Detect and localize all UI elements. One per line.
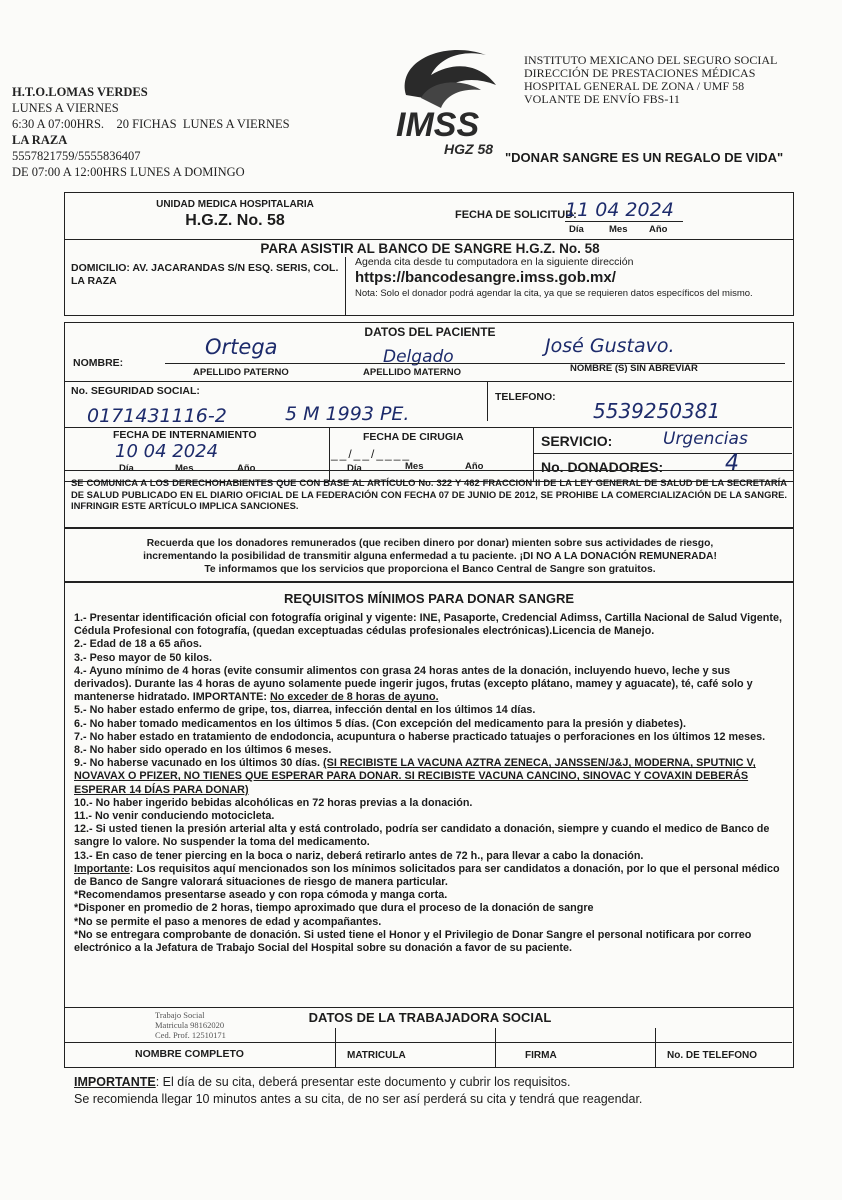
requirement-4-underlined: No exceder de 8 horas de ayuno.	[269, 691, 439, 704]
footer-line-1	[74, 1074, 790, 1091]
paternal-surname-value: Ortega	[205, 335, 278, 359]
admission-date-value: 10 04 2024	[115, 441, 219, 462]
requirement-9	[74, 757, 790, 797]
form-code: VOLANTE DE ENVÍO FBS-11	[524, 92, 680, 106]
sw-phone-label: No. DE TELEFONO	[667, 1050, 757, 1061]
social-worker-stamp	[155, 1010, 226, 1040]
stamp-line-3: Ced. Prof. 12510171	[155, 1030, 226, 1040]
direction-name: DIRECCIÓN DE PRESTACIONES MÉDICAS	[524, 66, 756, 80]
unit-label: UNIDAD MEDICA HOSPITALARIA	[156, 199, 314, 210]
blood-bank-title: PARA ASISTIR AL BANCO DE SANGRE H.G.Z. No. 58	[260, 241, 600, 256]
given-names-value: José Gustavo.	[545, 335, 675, 357]
suggestion-2: *Disponer en promedio de 2 horas, tiempo aproximado que dura el proceso de la donación de sangre	[74, 902, 594, 915]
request-date-label: FECHA DE SOLICITUD:	[455, 209, 577, 221]
footer-note	[74, 1074, 790, 1108]
surgery-month-label: Mes	[405, 461, 424, 472]
requirement-4	[74, 665, 790, 705]
hto-hours: 6:30 A 07:00HRS. 20 FICHAS LUNES A VIERNES	[12, 117, 290, 131]
schedule-url[interactable]: https://bancodesangre.imss.gob.mx/	[355, 269, 616, 286]
legal-text: SE COMUNICA A LOS DERECHOHABIENTES QUE CON BASE AL ARTÍCULO No. 322 Y 462 FRACCION II DE LA LEY GENERAL DE SALUD DE LA SECRETARÍA DE SALUD PUBLICADO EN EL DIARIO OFICIAL DE LA FEDERACIÓN CON FECHA 07 DE JUNIO DE 2012, SE PROHIBE LA COMERCIALIZACIÓN DE LA SANGRE. INFRINGIR ESTE ARTÍCULO IMPLICA SANCIONES.	[71, 477, 787, 511]
requirement-5: 5.- No haber estado enfermo de gripe, tos, diarrea, infección dental en los últimos 14 días.	[74, 704, 536, 717]
service-label: SERVICIO:	[541, 433, 613, 449]
nss-value: 0171431116-2	[87, 405, 227, 427]
requirement-3: 3.- Peso mayor de 50 kilos.	[74, 651, 213, 664]
surgery-date-label: FECHA DE CIRUGIA	[363, 431, 464, 443]
unit-box	[64, 192, 794, 240]
maternal-surname-value: Delgado	[383, 347, 454, 367]
schedule-instruction: Agenda cita desde tu computadora en la siguiente dirección	[355, 256, 634, 268]
requirements-list	[74, 612, 790, 955]
notice-line-1: Recuerda que los donadores remunerados (que reciben dinero por donar) mienten sobre sus actividades de riesgo,	[146, 538, 714, 549]
slogan: "DONAR SANGRE ES UN REGALO DE VIDA"	[505, 150, 784, 165]
notice-box	[64, 528, 794, 582]
requirement-7: 7.- No haber estado en tratamiento de endodoncia, acupuntura o haberse practicado tatuajes o perforaciones en los últimos 12 meses.	[74, 730, 766, 743]
request-month-label: Mes	[609, 224, 628, 235]
request-year-label: Año	[649, 224, 668, 235]
paternal-surname-label: APELLIDO PATERNO	[193, 367, 289, 378]
donors-value: 4	[725, 451, 739, 476]
sw-signature-label: FIRMA	[525, 1050, 557, 1061]
legal-box	[64, 470, 794, 528]
important-note	[74, 863, 790, 889]
footer-line-2: Se recomienda llegar 10 minutos antes a su cita, de no ser así perderá su cita y tendrá que reagendar.	[74, 1092, 643, 1106]
raza-hours: DE 07:00 A 12:00HRS LUNES A DOMINGO	[12, 165, 245, 179]
requirements-title: REQUISITOS MÍNIMOS PARA DONAR SANGRE	[283, 591, 575, 606]
hto-days: LUNES A VIERNES	[12, 101, 119, 115]
sw-id-label: MATRICULA	[347, 1050, 406, 1061]
requirement-9-underlined: (SI RECIBISTE LA VACUNA AZTRA ZENECA, JANSSEN/J&J, MODERNA, SPUTNIC V, NOVAVAX O PFIZER, NO TIENES QUE ESPERAR PARA DONAR. SI RECIBISTE VACUNA CANCINO, SINOVAC Y COVAXIN DEBERÁS ESPERAR 14 DÍAS PARA DONAR)	[74, 757, 756, 796]
sw-name-label: NOMBRE COMPLETO	[135, 1048, 244, 1060]
requirement-4-text: 4.- Ayuno mínimo de 4 horas (evite consumir alimentos con grasa 24 horas antes de la donación, incluyendo huevo, leche y sus derivados). Durante las 4 horas de ayuno solamente puede ingerir jugos, frutas (excepto plátano, mamey y aguacate), té, café solo y mantenerse hidratado. IMPORTANTE:	[74, 664, 753, 704]
blood-bank-box	[64, 240, 794, 316]
important-note-text: : Los requisitos aquí mencionados son los mínimos solicitados para ser candidatos a donación, por lo que el personal médico de Banco de Sangre valorará situaciones de riesgo de manera particular.	[74, 862, 780, 889]
suggestion-1: *Recomendamos presentarse aseado y con ropa cómoda y manga corta.	[74, 889, 448, 902]
requirement-9-text: 9.- No haberse vacunado en los últimos 30 días.	[74, 757, 324, 770]
given-names-label: NOMBRE (S) SIN ABREVIAR	[570, 363, 698, 374]
request-day-label: Día	[569, 224, 584, 235]
institute-name: INSTITUTO MEXICANO DEL SEGURO SOCIAL	[524, 53, 778, 67]
notice-text	[65, 537, 795, 576]
patient-title: DATOS DEL PACIENTE	[364, 325, 496, 339]
notice-line-3: Te informamos que los servicios que proporciona el Banco Central de Sangre son gratuitos.	[204, 564, 656, 575]
hospital-name: HOSPITAL GENERAL DE ZONA / UMF 58	[524, 79, 745, 93]
admission-date-label: FECHA DE INTERNAMIENTO	[113, 429, 257, 441]
header-left-info	[12, 84, 290, 180]
requirement-13: 13.- En caso de tener piercing en la boca o nariz, deberá retirarlo antes de 72 h., para llevar a cabo la donación.	[74, 849, 644, 862]
unit-name: H.G.Z. No. 58	[185, 212, 285, 229]
surgery-year-label: Año	[465, 461, 484, 472]
requirement-11: 11.- No venir conduciendo motocicleta.	[74, 810, 275, 823]
requirement-12: 12.- Si usted tienen la presión arterial alta y está controlado, podría ser candidato a donación, siempre y cuando el medico de Banco de sangre lo valore. No suspender la toma del medicamento.	[74, 823, 770, 849]
nss-extra-value: 5 M 1993 PE.	[285, 403, 410, 425]
request-date-value: 11 04 2024	[565, 199, 674, 221]
surgery-day-label: Día	[347, 463, 362, 474]
admission-day-label: Día	[119, 463, 134, 474]
phone-value: 5539250381	[593, 399, 721, 423]
donors-label: No. DONADORES:	[541, 459, 664, 475]
requirement-8: 8.- No haber sido operado en los últimos 6 meses.	[74, 744, 332, 757]
logo-text: IMSS	[396, 106, 480, 144]
notice-line-2: incrementando la posibilidad de transmitir alguna enfermedad a tu paciente. ¡DI NO A LA DONACIÓN REMUNERADA!	[143, 551, 717, 562]
important-note-label: Importante	[74, 862, 130, 875]
nss-label: No. SEGURIDAD SOCIAL:	[71, 385, 200, 397]
stamp-line-2: Matricula 98162020	[155, 1020, 225, 1030]
surgery-date-value: __/__/____	[331, 447, 412, 461]
imss-logo	[386, 40, 506, 158]
maternal-surname-label: APELLIDO MATERNO	[363, 367, 461, 378]
social-worker-box	[64, 1008, 794, 1068]
phone-label: TELEFONO:	[495, 391, 556, 403]
requirement-6: 6.- No haber tomado medicamentos en los últimos 5 días. (Con excepción del medicamento para la presión y diabetes).	[74, 717, 686, 730]
footer-line-1-text: : El día de su cita, deberá presentar este documento y cubrir los requisitos.	[155, 1075, 571, 1089]
blood-bank-address: DOMICILIO: AV. JACARANDAS S/N ESQ. SERIS, COL. LA RAZA	[71, 262, 339, 287]
requirement-2: 2.- Edad de 18 a 65 años.	[74, 638, 202, 651]
hto-title: H.T.O.LOMAS VERDES	[12, 85, 148, 99]
social-worker-title: DATOS DE LA TRABAJADORA SOCIAL	[308, 1010, 552, 1025]
schedule-note: Nota: Solo el donador podrá agendar la cita, ya que se requieren datos específicos del mismo.	[355, 288, 753, 299]
name-label: NOMBRE:	[73, 357, 124, 369]
raza-phones: 5557821759/5555836407	[12, 149, 141, 163]
logo-subtext: HGZ 58	[444, 141, 494, 157]
header-right-info	[524, 54, 777, 106]
admission-month-label: Mes	[175, 463, 194, 474]
requirement-10: 10.- No haber ingerido bebidas alcohólicas en 72 horas previas a la donación.	[74, 796, 473, 809]
stamp-line-1: Trabajo Social	[155, 1010, 205, 1020]
suggestion-4: *No se entregara comprobante de donación. Si usted tiene el Honor y el Privilegio de Donar Sangre el personal notificara por correo electrónico a la Jefatura de Trabajo Social del Hospital sobre su donación a favor de su paciente.	[74, 928, 752, 955]
service-value: Urgencias	[663, 429, 748, 449]
admission-year-label: Año	[237, 463, 256, 474]
suggestion-3: *No se permite el paso a menores de edad y acompañantes.	[74, 915, 382, 928]
footer-important-label: IMPORTANTE	[74, 1075, 156, 1089]
requirement-1: 1.- Presentar identificación oficial con fotografía original y vigente: INE, Pasaporte, Credencial Adimss, Cartilla Nacional de Salud Vigente, Cédula Profesional con fotografía, (quedan exceptuadas cédulas profesionales electrónicas).Licencia de Manejo.	[74, 612, 782, 638]
raza-title: LA RAZA	[12, 133, 68, 147]
patient-box	[64, 322, 794, 482]
